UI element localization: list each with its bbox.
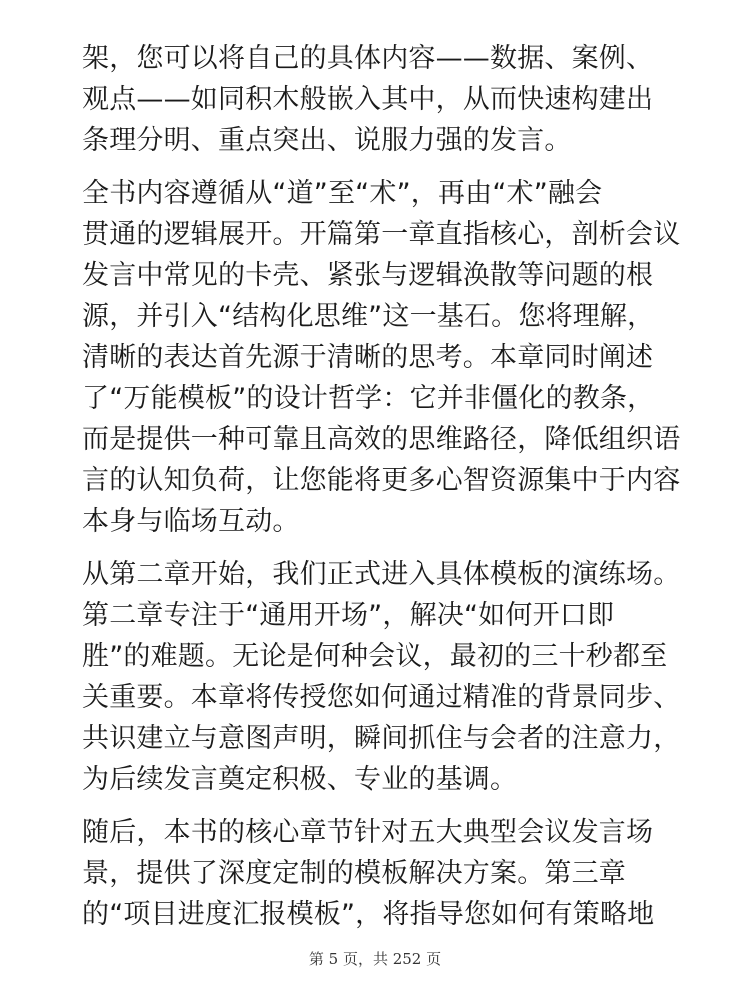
text-line: 本身与临场互动。 <box>82 506 300 537</box>
text-line: 全书内容遵循从“道”至“术”，再由“术”融会 <box>82 178 603 209</box>
text-line: 随后，本书的核心章节针对五大典型会议发言场 <box>82 817 654 848</box>
text-line: 清晰的表达首先源于清晰的思考。本章同时阐述 <box>82 342 654 373</box>
text-line: 为后续发言奠定积极、专业的基调。 <box>82 764 518 795</box>
text-line: 发言中常见的卡壳、紧张与逻辑涣散等问题的根 <box>82 260 654 291</box>
text-line: 了“万能模板”的设计哲学：它并非僵化的教条， <box>82 383 655 414</box>
text-line: 景，提供了深度定制的模板解决方案。第三章 <box>82 858 626 889</box>
text-line: 共识建立与意图声明，瞬间抓住与会者的注意力， <box>82 723 681 754</box>
paragraph-3 <box>82 554 682 800</box>
text-line: 的“项目进度汇报模板”，将指导您如何有策略地 <box>82 899 655 930</box>
text-line: 言的认知负荷，让您能将更多心智资源集中于内容 <box>82 465 681 496</box>
text-line: 源，并引入“结构化思维”这一基石。您将理解， <box>82 301 655 332</box>
text-line: 第二章专注于“通用开场”，解决“如何开口即 <box>82 600 615 631</box>
paragraph-4 <box>82 812 682 935</box>
text-line: 而是提供一种可靠且高效的思维路径，降低组织语 <box>82 424 681 455</box>
text-line: 观点——如同积木般嵌入其中，从而快速构建出 <box>82 84 654 115</box>
text-line: 关重要。本章将传授您如何通过精准的背景同步、 <box>82 682 681 713</box>
page-number-footer: 第 5 页，共 252 页 <box>308 950 442 968</box>
document-body <box>82 38 682 947</box>
text-line: 贯通的逻辑展开。开篇第一章直指核心，剖析会议 <box>82 219 681 250</box>
text-line: 胜”的难题。无论是何种会议，最初的三十秒都至 <box>82 641 668 672</box>
paragraph-1 <box>82 38 682 161</box>
text-line: 条理分明、重点突出、说服力强的发言。 <box>82 125 572 156</box>
paragraph-2 <box>82 173 682 542</box>
text-line: 从第二章开始，我们正式进入具体模板的演练场。 <box>82 559 681 590</box>
text-line: 架，您可以将自己的具体内容——数据、案例、 <box>82 43 654 74</box>
